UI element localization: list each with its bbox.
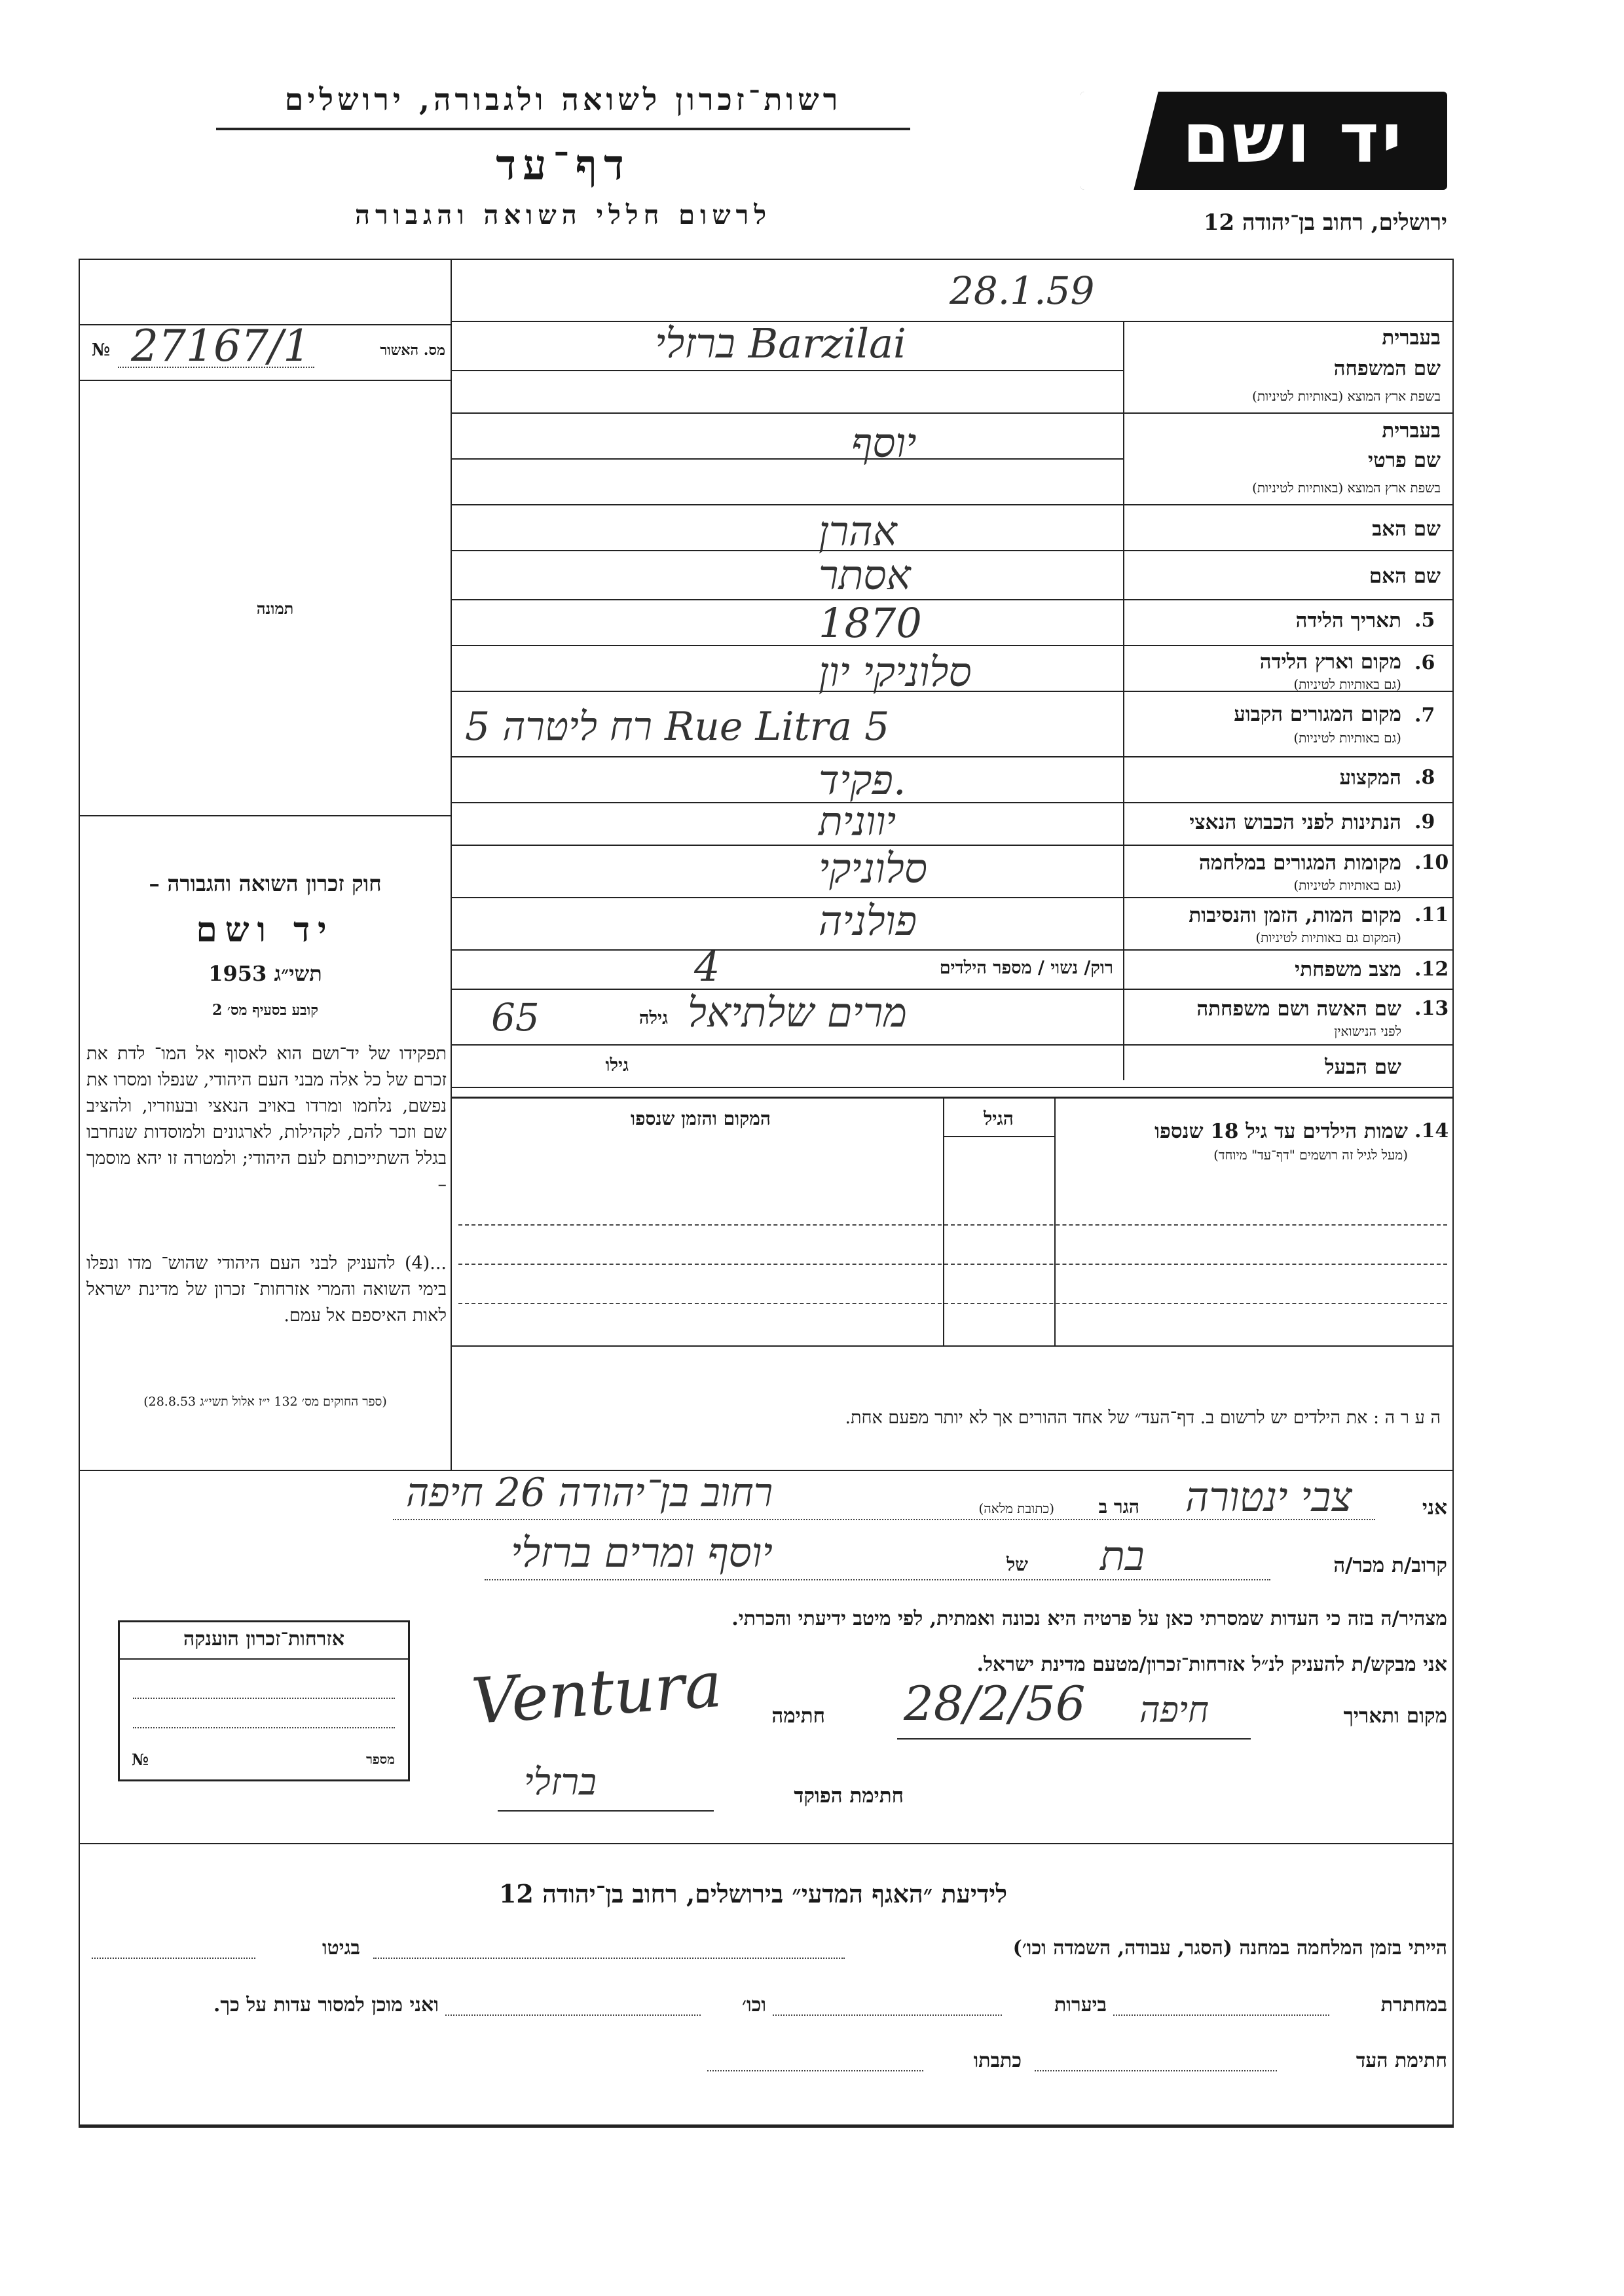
of-label: של xyxy=(1006,1554,1028,1575)
field-label-first-name: שם פרטי xyxy=(1367,448,1441,472)
law-title: חוק זכרון השואה והגבורה – xyxy=(149,871,382,896)
left-column-divider xyxy=(451,259,452,1470)
citizenship-box-title: אזרחות־זכרון הוענקה xyxy=(183,1628,345,1650)
date-value[interactable]: 28/2/56 xyxy=(904,1676,1086,1731)
citizenship-request: אני מבקש/ת להעניק לנ״ל אזרחות־זכרון/מטעם מדינת ישראל. xyxy=(976,1653,1447,1676)
address-label: הגר ב xyxy=(1098,1496,1139,1518)
footer-forests-label: ביערות xyxy=(1054,1994,1107,2016)
declaration-statement: מצהיר/ה בזה כי העדות שמסרתי כאן על פרטיה היא נכונה ואמתית, לפי מיטב ידיעתי והכרתי. xyxy=(731,1607,1447,1630)
field-value-children-count[interactable]: 4 xyxy=(694,943,720,991)
children-label: שמות הילדים עד גיל 18 שנספו xyxy=(1154,1120,1408,1143)
husband-age-label: גילו xyxy=(605,1055,629,1076)
form-subtitle: לרשום חללי השואה והגבורה xyxy=(354,200,772,230)
field-label-residence: מקום המגורים הקבוע xyxy=(1234,702,1401,726)
note-text: ה ע ר ה : את הילדים יש לרשום ב. דף־העד״ של אחד ההורים אך לא יותר מפעם אחת. xyxy=(845,1408,1441,1428)
field-sub: לפני הנישואין xyxy=(1334,1023,1401,1039)
field-sub: (גם באותיות לטיניות) xyxy=(1293,730,1401,746)
field-value-profession[interactable]: פקיד. xyxy=(819,756,906,804)
field-label-marital-status: מצב משפחתי xyxy=(1295,958,1401,981)
of-value[interactable]: יוסף ומרים ברזלי xyxy=(511,1529,773,1576)
row-line xyxy=(451,1044,1452,1046)
field-number: .5 xyxy=(1414,609,1435,632)
citizenship-box xyxy=(118,1620,410,1781)
field-value-birth-date[interactable]: 1870 xyxy=(819,599,922,647)
field-value-nationality[interactable]: יוונית xyxy=(819,799,896,845)
officer-label: חתימת הפוקד xyxy=(794,1784,904,1808)
declarant-address[interactable]: רחוב בן־יהודה 26 חיפה xyxy=(406,1470,773,1516)
row-line xyxy=(451,645,1452,646)
authority-title: רשות־זכרון לשואה ולגבורה, ירושלים xyxy=(284,82,842,117)
relation-label: קרוב/ת מכר/ה xyxy=(1333,1554,1447,1577)
row-line xyxy=(451,599,1452,600)
footer-address-label: כתבתו xyxy=(973,2049,1022,2072)
row-line xyxy=(451,989,1452,990)
law-text-1: תפקידו של יד־ושם הוא לאסוף אל המו־ לדת את זכרם של כל אלה מבני העם היהודי, שנפלו ומסרו את נפשם, נלחמו ומרדו באויב הנאצי ובעוזריו, ולהציב שם וזכר להם, לקהילות, לארגונים ולמוסדות שנחרבו בגלל השתייכותם לעם היהודי; ולמטרה זו יהא מוסמך – xyxy=(86,1044,447,1195)
law-year: תשי״ג 1953 xyxy=(208,961,322,986)
citizenship-number-suffix: № xyxy=(132,1750,149,1769)
signature-label: חתימה xyxy=(771,1704,825,1728)
row-line xyxy=(451,321,1452,322)
field-label-birth-place: מקום וארץ הלידה xyxy=(1259,650,1401,674)
frame-right xyxy=(1452,259,1454,2124)
lang-hebrew-label: בעברית xyxy=(1382,419,1441,443)
field-sub: (גם באותיות לטיניות) xyxy=(1293,877,1401,893)
place-date-line xyxy=(897,1738,1251,1740)
field-label-wartime-residence: מקומות המגורים במלחמה xyxy=(1198,851,1401,875)
place-value[interactable]: חיפה xyxy=(1139,1689,1209,1730)
field-label-nationality: הנתינות לפני הכבוש הנאצי xyxy=(1189,811,1401,834)
field-sub: (גם באותיות לטיניות) xyxy=(1293,676,1401,692)
ani-label: אני xyxy=(1422,1496,1447,1520)
approval-number: 27167/1 xyxy=(131,321,311,371)
footer-top-line xyxy=(79,1843,1454,1844)
row-line xyxy=(451,949,1452,951)
children-col-place: המקום והזמן שנספו xyxy=(631,1108,771,1129)
marital-options: רוק/ נשוי / מספר הילדים xyxy=(939,958,1113,978)
footer-address-field[interactable] xyxy=(707,2070,923,2071)
approval-dotted xyxy=(118,367,314,368)
row-line xyxy=(451,802,1452,803)
law-clause: קובע בסעיף מס׳ 2 xyxy=(212,1002,319,1019)
field-number: .6 xyxy=(1414,651,1435,674)
law-text-2: ...(4) להעניק לבני העם היהודי שהוש־ מדו ונפלו בימי השואה והמרי אזרחות־ זכרון של מדינת ישראל לאות האיספם אל עמם. xyxy=(86,1253,447,1326)
field-value-wartime-residence[interactable]: סלוניקי xyxy=(819,845,927,892)
footer-underground-label: במחתרת xyxy=(1380,1994,1447,2016)
row-line xyxy=(451,845,1452,846)
field-value-wife-name[interactable]: מרים שלתיאל xyxy=(688,989,908,1036)
place-date-label: מקום ותאריך xyxy=(1343,1704,1447,1728)
approval-suffix: № xyxy=(92,340,111,360)
field-label-family-name: שם המשפחה xyxy=(1333,357,1441,380)
labels-column-divider xyxy=(1123,321,1124,1080)
children-header-line xyxy=(943,1136,1054,1137)
field-value-father[interactable]: אהרן xyxy=(819,507,897,555)
form-title: דף־עד xyxy=(496,141,631,190)
footer-underground-field[interactable] xyxy=(1113,2014,1329,2016)
field-number: .12 xyxy=(1414,958,1449,981)
field-value-family-name[interactable]: ברזלי Barzilai xyxy=(655,319,906,367)
address-hint: (כתובת מלאה) xyxy=(978,1501,1054,1516)
row-line xyxy=(451,412,1452,414)
officer-signature: ברזלי xyxy=(524,1761,597,1804)
field-value-residence[interactable]: רח ליטרה 5 Rue Litra 5 xyxy=(465,704,890,750)
children-table-top xyxy=(451,1097,1452,1099)
footer-witness-sign-field[interactable] xyxy=(1035,2070,1277,2071)
relation-value[interactable]: בת xyxy=(1100,1532,1145,1580)
footer-camp-field[interactable] xyxy=(373,1958,845,1959)
field-number: .7 xyxy=(1414,704,1435,727)
footer-testimony-label: ואני מוכן למסור עדות על כך. xyxy=(213,1994,439,2016)
field-number: .11 xyxy=(1414,903,1449,926)
children-col-divider xyxy=(943,1097,944,1345)
field-label-death-place: מקום המות, הזמן והנסיבות xyxy=(1189,903,1401,927)
approval-label: מס. האשור xyxy=(380,342,445,359)
frame-bottom xyxy=(79,2124,1454,2128)
row-line xyxy=(451,1087,1452,1088)
field-sub: (המקום גם באותיות לטיניות) xyxy=(1255,930,1401,945)
field-label-wife-name: שם האשה ושם משפחתה xyxy=(1196,997,1401,1021)
footer-etc-field[interactable] xyxy=(445,2014,701,2016)
children-col-divider xyxy=(1054,1097,1056,1345)
footer-etc-label: וכו׳ xyxy=(742,1994,766,2016)
field-sub: בשפת ארץ המוצא (באותיות לטיניות) xyxy=(1252,480,1441,496)
field-label-birth-date: תאריך הלידה xyxy=(1295,609,1401,632)
field-label-profession: המקצוע xyxy=(1339,766,1401,790)
wife-age-value[interactable]: 65 xyxy=(491,995,540,1040)
field-value-birth-place[interactable]: סלוניקי יון xyxy=(819,648,972,696)
officer-line xyxy=(498,1810,714,1812)
footer-camp-label: הייתי בזמן המלחמה במחנה (הסגר, עבודה, השמדה וכו׳) xyxy=(1012,1937,1447,1959)
law-name: יד ושם xyxy=(196,910,335,950)
row-line xyxy=(451,756,1452,757)
footer-ghetto-field[interactable] xyxy=(92,1958,255,1959)
footer-title: לידיעת ״האגף המדעי״ בירושלים, רחוב בן־יהודה 12 xyxy=(498,1879,1008,1908)
field-number: .13 xyxy=(1414,997,1449,1020)
lang-hebrew-label: בעברית xyxy=(1382,326,1441,350)
law-citation: (ספר החוקים מס׳ 132 י״ז אלול תשי״ג 28.8.53) xyxy=(143,1394,387,1409)
frame-left xyxy=(79,259,80,2124)
relation-dotted xyxy=(485,1579,1270,1580)
approval-bottom-line xyxy=(79,380,452,381)
field-label-husband: שם הבעל xyxy=(1325,1055,1401,1079)
footer-witness-sign-label: חתימת העד xyxy=(1356,2049,1447,2072)
declarant-dotted xyxy=(393,1519,1375,1520)
field-value-death-place[interactable]: פולניה xyxy=(819,897,917,945)
logo-text: יד ושם xyxy=(1182,98,1405,178)
note-top-line xyxy=(451,1345,1452,1347)
frame-top xyxy=(79,259,1454,260)
row-line xyxy=(451,370,1123,371)
yad-vashem-logo xyxy=(1080,92,1447,190)
signature-value: Ventura xyxy=(469,1647,725,1739)
header-underline xyxy=(216,128,910,130)
photo-bottom-line xyxy=(79,815,452,816)
children-row[interactable] xyxy=(458,1303,1447,1304)
row-line xyxy=(451,897,1452,898)
field-number: .14 xyxy=(1414,1120,1449,1142)
top-note: 28.1.59 xyxy=(950,268,1095,313)
footer-ghetto-label: בגיטו xyxy=(322,1937,360,1959)
row-line xyxy=(451,504,1452,505)
citizenship-number-label: מספר xyxy=(366,1751,395,1767)
address: ירושלים, רחוב בן־יהודה 12 xyxy=(1203,210,1447,236)
field-number: .10 xyxy=(1414,851,1449,874)
photo-label: תמונה xyxy=(256,599,294,618)
field-value-first-name[interactable]: יוסף xyxy=(851,419,917,467)
declarant-name[interactable]: צבי ינטורה xyxy=(1185,1473,1352,1521)
children-col-age: הגיל xyxy=(984,1108,1014,1129)
row-line xyxy=(451,458,1123,460)
children-sub: (מעל לגיל זה רושמים "דף־עד" מיוחד) xyxy=(1213,1147,1408,1163)
field-label-father: שם האב xyxy=(1372,517,1441,541)
field-label-mother: שם האם xyxy=(1369,564,1441,588)
children-row[interactable] xyxy=(458,1264,1447,1265)
field-number: .8 xyxy=(1414,766,1435,789)
wife-age-label: גילה xyxy=(638,1008,668,1029)
footer-forests-field[interactable] xyxy=(773,2014,1002,2016)
field-value-mother[interactable]: אסתר xyxy=(819,551,911,599)
field-number: .9 xyxy=(1414,811,1435,833)
field-sub: בשפת ארץ המוצא (באותיות לטיניות) xyxy=(1252,388,1441,404)
children-row[interactable] xyxy=(458,1224,1447,1226)
row-line xyxy=(451,550,1452,551)
